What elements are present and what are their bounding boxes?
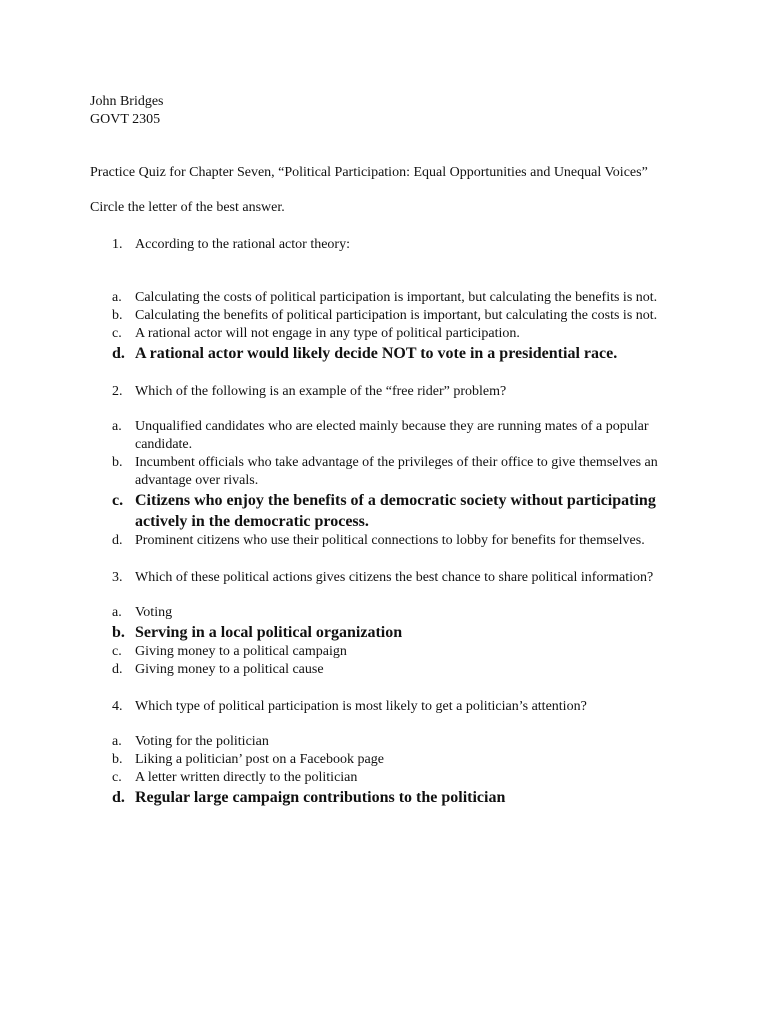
question-prompt: Which type of political participation is most likely to get a politician’s attention? (135, 699, 587, 714)
answer-option-correct (90, 343, 680, 364)
answer-options (90, 733, 680, 808)
answer-options (90, 418, 680, 550)
option-letter: c. (112, 644, 122, 659)
option-text: Calculating the costs of political participation is important, but calculating the benefits is not. (135, 290, 658, 305)
question-text (90, 698, 680, 716)
answer-option-correct (90, 622, 680, 643)
answer-option (90, 751, 680, 769)
option-text: Citizens who enjoy the benefits of a democratic society without participating actively in the democratic process. (135, 492, 656, 530)
option-letter: c. (112, 770, 122, 785)
option-letter: a. (112, 605, 122, 620)
answer-options (90, 604, 680, 679)
answer-option (90, 289, 680, 307)
answer-option (90, 769, 680, 787)
option-text: Serving in a local political organization (135, 624, 403, 641)
option-letter: b. (112, 308, 123, 323)
option-letter: d. (112, 662, 123, 677)
question-block (90, 236, 680, 364)
answer-option (90, 325, 680, 343)
quiz-title: Practice Quiz for Chapter Seven, “Political Participation: Equal Opportunities and Unequal Voices” (90, 165, 648, 180)
option-letter: b. (112, 624, 125, 641)
question-prompt: Which of the following is an example of the “free rider” problem? (135, 384, 507, 399)
answer-option (90, 733, 680, 751)
question-block (90, 383, 680, 550)
option-text: Calculating the benefits of political participation is important, but calculating the costs is not. (135, 308, 658, 323)
option-letter: a. (112, 734, 122, 749)
question-block (90, 698, 680, 808)
question-block (90, 569, 680, 679)
question-prompt: According to the rational actor theory: (135, 237, 350, 252)
option-letter: a. (112, 290, 122, 305)
answer-option (90, 661, 680, 679)
option-letter: d. (112, 345, 125, 362)
option-text: A letter written directly to the politician (135, 770, 358, 785)
course-code: GOVT 2305 (90, 112, 161, 127)
question-number: 4. (112, 699, 123, 714)
answer-option (90, 454, 680, 490)
question-number: 2. (112, 384, 123, 399)
option-text: A rational actor will not engage in any type of political participation. (135, 326, 520, 341)
option-text: Incumbent officials who take advantage of the privileges of their office to give themselves an advantage over rivals. (135, 455, 658, 488)
question-prompt: Which of these political actions gives citizens the best chance to share political information? (135, 570, 654, 585)
quiz-document (90, 93, 680, 808)
quiz-instruction: Circle the letter of the best answer. (90, 200, 285, 215)
option-text: Unqualified candidates who are elected mainly because they are running mates of a popular candidate. (135, 419, 649, 452)
option-text: A rational actor would likely decide NOT to vote in a presidential race. (135, 345, 618, 362)
answer-option-correct (90, 787, 680, 808)
answer-option (90, 532, 680, 550)
option-letter: a. (112, 419, 122, 434)
question-number: 1. (112, 237, 123, 252)
option-letter: b. (112, 455, 123, 470)
option-text: Voting for the politician (135, 734, 269, 749)
option-text: Voting (135, 605, 173, 620)
option-text: Prominent citizens who use their political connections to lobby for benefits for themselves. (135, 533, 645, 548)
answer-option (90, 643, 680, 661)
document-header (90, 93, 680, 129)
answer-option (90, 418, 680, 454)
option-text: Liking a politician’ post on a Facebook page (135, 752, 384, 767)
option-letter: b. (112, 752, 123, 767)
option-letter: c. (112, 492, 124, 509)
answer-option-correct (90, 490, 680, 532)
option-text: Giving money to a political cause (135, 662, 324, 677)
question-list (90, 236, 680, 808)
option-text: Regular large campaign contributions to the politician (135, 789, 506, 806)
answer-option (90, 307, 680, 325)
question-number: 3. (112, 570, 123, 585)
option-letter: d. (112, 789, 125, 806)
option-text: Giving money to a political campaign (135, 644, 347, 659)
question-text (90, 569, 680, 587)
answer-option (90, 604, 680, 622)
answer-options (90, 289, 680, 364)
option-letter: d. (112, 533, 123, 548)
question-text (90, 383, 680, 401)
author-name: John Bridges (90, 94, 164, 109)
option-letter: c. (112, 326, 122, 341)
question-text (90, 236, 680, 254)
